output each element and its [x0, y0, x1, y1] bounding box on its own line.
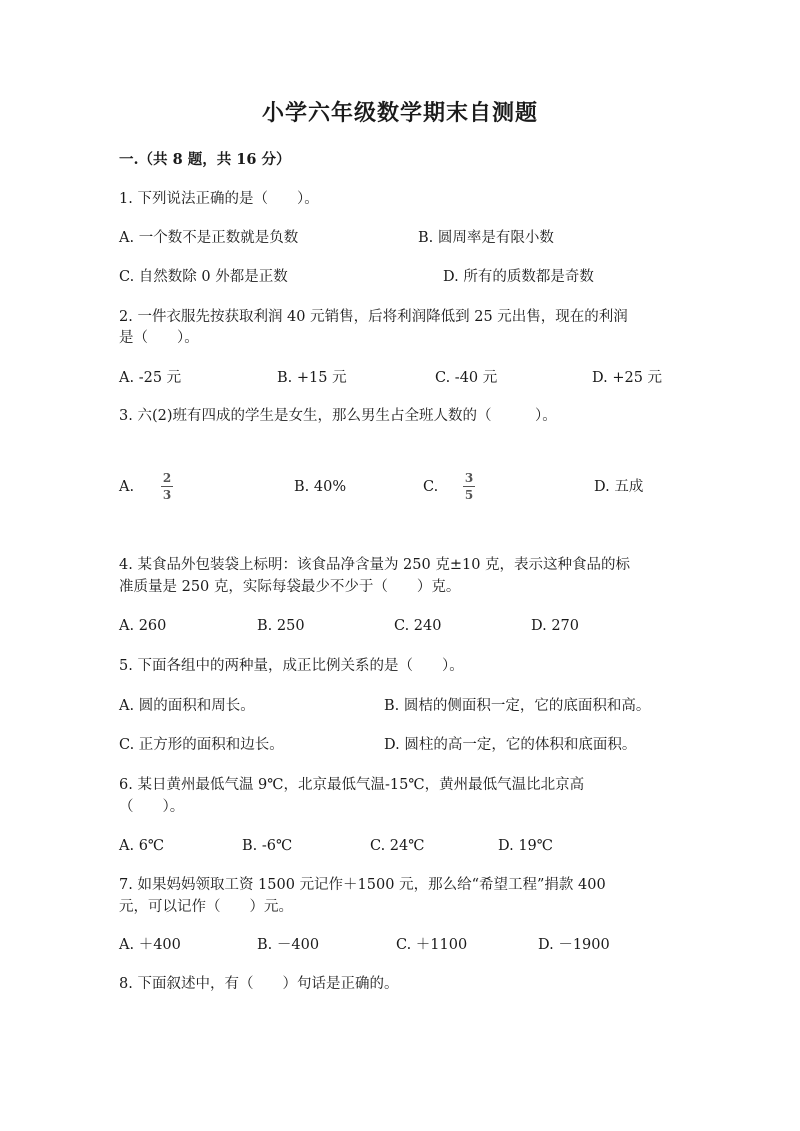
question-6-text-line-1: 6. 某日黄州最低气温 9℃，北京最低气温-15℃，黄州最低气温比北京高 [119, 777, 585, 793]
question-1-text: 1. 下列说法正确的是（ ）。 [119, 191, 319, 207]
question-1-option-d[interactable]: D. 所有的质数都是奇数 [443, 269, 594, 285]
section-header: 一.（共 8 题，共 16 分） [119, 151, 291, 168]
question-7-option-c[interactable]: C. ＋1100 [396, 937, 468, 953]
question-6-option-b[interactable]: B. -6℃ [242, 838, 293, 854]
question-5-option-b[interactable]: B. 圆桔的侧面积一定，它的底面积和高。 [384, 698, 651, 714]
question-4-option-b[interactable]: B. 250 [257, 618, 305, 634]
fraction-denominator: 5 [464, 488, 474, 502]
question-2-text-line-1: 2. 一件衣服先按获取利润 40 元销售，后将利润降低到 25 元出售，现在的利润 [119, 309, 628, 325]
fraction-numerator: 2 [162, 471, 172, 485]
question-5-option-c[interactable]: C. 正方形的面积和边长。 [119, 737, 284, 753]
question-2-option-b[interactable]: B. +15 元 [277, 370, 347, 386]
question-4-option-a[interactable]: A. 260 [119, 618, 167, 634]
question-3-fraction-a [159, 471, 175, 502]
question-5-option-a[interactable]: A. 圆的面积和周长。 [119, 698, 255, 714]
fraction-denominator: 3 [162, 488, 172, 502]
question-3-option-a[interactable]: A. [119, 479, 135, 495]
question-2-option-d[interactable]: D. +25 元 [592, 370, 663, 386]
question-7-option-d[interactable]: D. －1900 [538, 937, 610, 953]
question-2-option-c[interactable]: C. -40 元 [435, 370, 498, 386]
question-1-option-a[interactable]: A. 一个数不是正数就是负数 [119, 230, 299, 246]
question-6-option-d[interactable]: D. 19℃ [498, 838, 553, 854]
question-4-text-line-1: 4. 某食品外包装袋上标明：该食品净含量为 250 克±10 克，表示这种食品的标 [119, 557, 631, 573]
question-8-text: 8. 下面叙述中，有（ ）句话是正确的。 [119, 976, 399, 992]
question-6-text-line-2: （ ）。 [119, 799, 185, 815]
question-3-option-d[interactable]: D. 五成 [594, 479, 644, 495]
question-5-text: 5. 下面各组中的两种量，成正比例关系的是（ ）。 [119, 658, 464, 674]
question-3-option-c[interactable]: C. [423, 479, 439, 495]
question-2-option-a[interactable]: A. -25 元 [119, 370, 182, 386]
question-5-option-d[interactable]: D. 圆柱的高一定，它的体积和底面积。 [384, 737, 637, 753]
fraction-bar [463, 486, 475, 487]
fraction-numerator: 3 [464, 471, 474, 485]
question-7-text-line-1: 7. 如果妈妈领取工资 1500 元记作＋1500 元，那么给“希望工程”捐款 400 [119, 877, 606, 893]
question-4-option-c[interactable]: C. 240 [394, 618, 442, 634]
question-7-option-a[interactable]: A. ＋400 [119, 937, 181, 953]
question-7-option-b[interactable]: B. －400 [257, 937, 320, 953]
question-6-option-a[interactable]: A. 6℃ [119, 838, 165, 854]
question-1-option-b[interactable]: B. 圆周率是有限小数 [418, 230, 554, 246]
fraction-bar [161, 486, 173, 487]
question-4-text-line-2: 准质量是 250 克，实际每袋最少不少于（ ）克。 [119, 579, 461, 595]
question-3-option-b[interactable]: B. 40% [294, 479, 347, 495]
question-1-option-c[interactable]: C. 自然数除 0 外都是正数 [119, 269, 288, 285]
question-6-option-c[interactable]: C. 24℃ [370, 838, 425, 854]
question-3-text: 3. 六(2)班有四成的学生是女生，那么男生占全班人数的（ ）。 [119, 408, 557, 424]
question-7-text-line-2: 元，可以记作（ ）元。 [119, 899, 293, 915]
question-2-text-line-2: 是（ ）。 [119, 330, 199, 346]
page-title: 小学六年级数学期末自测题 [261, 100, 538, 126]
question-4-option-d[interactable]: D. 270 [531, 618, 580, 634]
question-3-fraction-c [461, 471, 477, 502]
